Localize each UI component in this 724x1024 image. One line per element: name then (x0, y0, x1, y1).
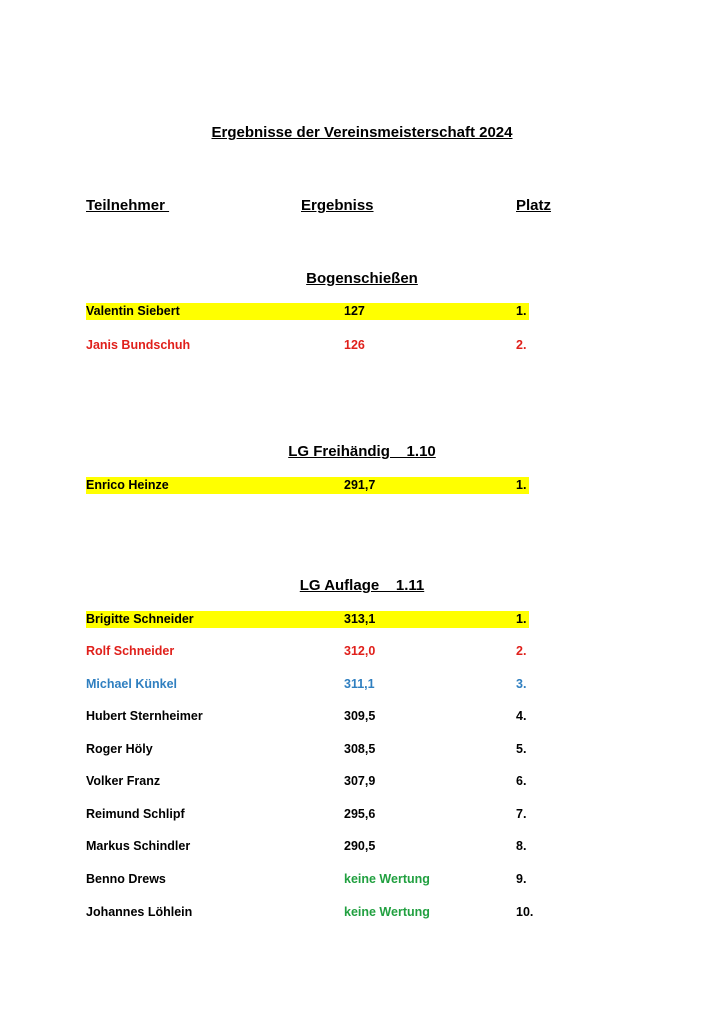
result-value: 127 (344, 304, 365, 318)
result-value: keine Wertung (344, 905, 430, 919)
section-title-bogenschiessen: Bogenschießen (306, 270, 418, 287)
result-value: 290,5 (344, 839, 376, 853)
result-value: 312,0 (344, 644, 376, 658)
place-value: 6. (516, 774, 527, 788)
place-value: 10. (516, 905, 534, 919)
participant-name: Markus Schindler (86, 839, 191, 853)
participant-name: Volker Franz (86, 774, 161, 788)
table-row (86, 838, 529, 855)
place-value: 1. (516, 478, 527, 492)
table-row (86, 806, 529, 823)
table-row (86, 337, 529, 354)
table-row (86, 676, 529, 693)
participant-name: Rolf Schneider (86, 644, 175, 658)
participant-name: Michael Künkel (86, 677, 177, 691)
table-row (86, 477, 529, 494)
place-value: 4. (516, 709, 527, 723)
table-row (86, 904, 534, 921)
participant-name: Enrico Heinze (86, 478, 169, 492)
column-header-participant: Teilnehmer (86, 197, 170, 214)
table-row (86, 611, 529, 628)
section-title-lg-freihaendig: LG Freihändig 1.10 (288, 443, 436, 460)
result-value: 307,9 (344, 774, 376, 788)
participant-name: Roger Höly (86, 742, 153, 756)
table-row (86, 741, 529, 758)
participant-name: Hubert Sternheimer (86, 709, 203, 723)
place-value: 2. (516, 644, 527, 658)
participant-name: Johannes Löhlein (86, 905, 193, 919)
participant-name: Reimund Schlipf (86, 807, 185, 821)
place-value: 1. (516, 304, 527, 318)
column-header-place: Platz (516, 197, 552, 214)
place-value: 3. (516, 677, 527, 691)
result-value: keine Wertung (344, 872, 430, 886)
place-value: 9. (516, 872, 527, 886)
participant-name: Brigitte Schneider (86, 612, 194, 626)
section-title-lg-auflage: LG Auflage 1.11 (299, 577, 425, 594)
table-row (86, 643, 529, 660)
result-value: 309,5 (344, 709, 376, 723)
result-value: 295,6 (344, 807, 376, 821)
document-title: Ergebnisse der Vereinsmeisterschaft 2024 (211, 124, 513, 141)
result-value: 308,5 (344, 742, 376, 756)
table-row (86, 303, 529, 320)
participant-name: Valentin Siebert (86, 304, 180, 318)
table-row (86, 871, 529, 888)
place-value: 7. (516, 807, 527, 821)
table-row (86, 773, 529, 790)
result-value: 126 (344, 338, 365, 352)
table-row (86, 708, 529, 725)
place-value: 5. (516, 742, 527, 756)
result-value: 291,7 (344, 478, 376, 492)
place-value: 2. (516, 338, 527, 352)
result-value: 311,1 (344, 677, 375, 691)
place-value: 8. (516, 839, 527, 853)
column-header-result: Ergebniss (301, 197, 374, 214)
place-value: 1. (516, 612, 527, 626)
participant-name: Janis Bundschuh (86, 338, 191, 352)
participant-name: Benno Drews (86, 872, 166, 886)
result-value: 313,1 (344, 612, 376, 626)
